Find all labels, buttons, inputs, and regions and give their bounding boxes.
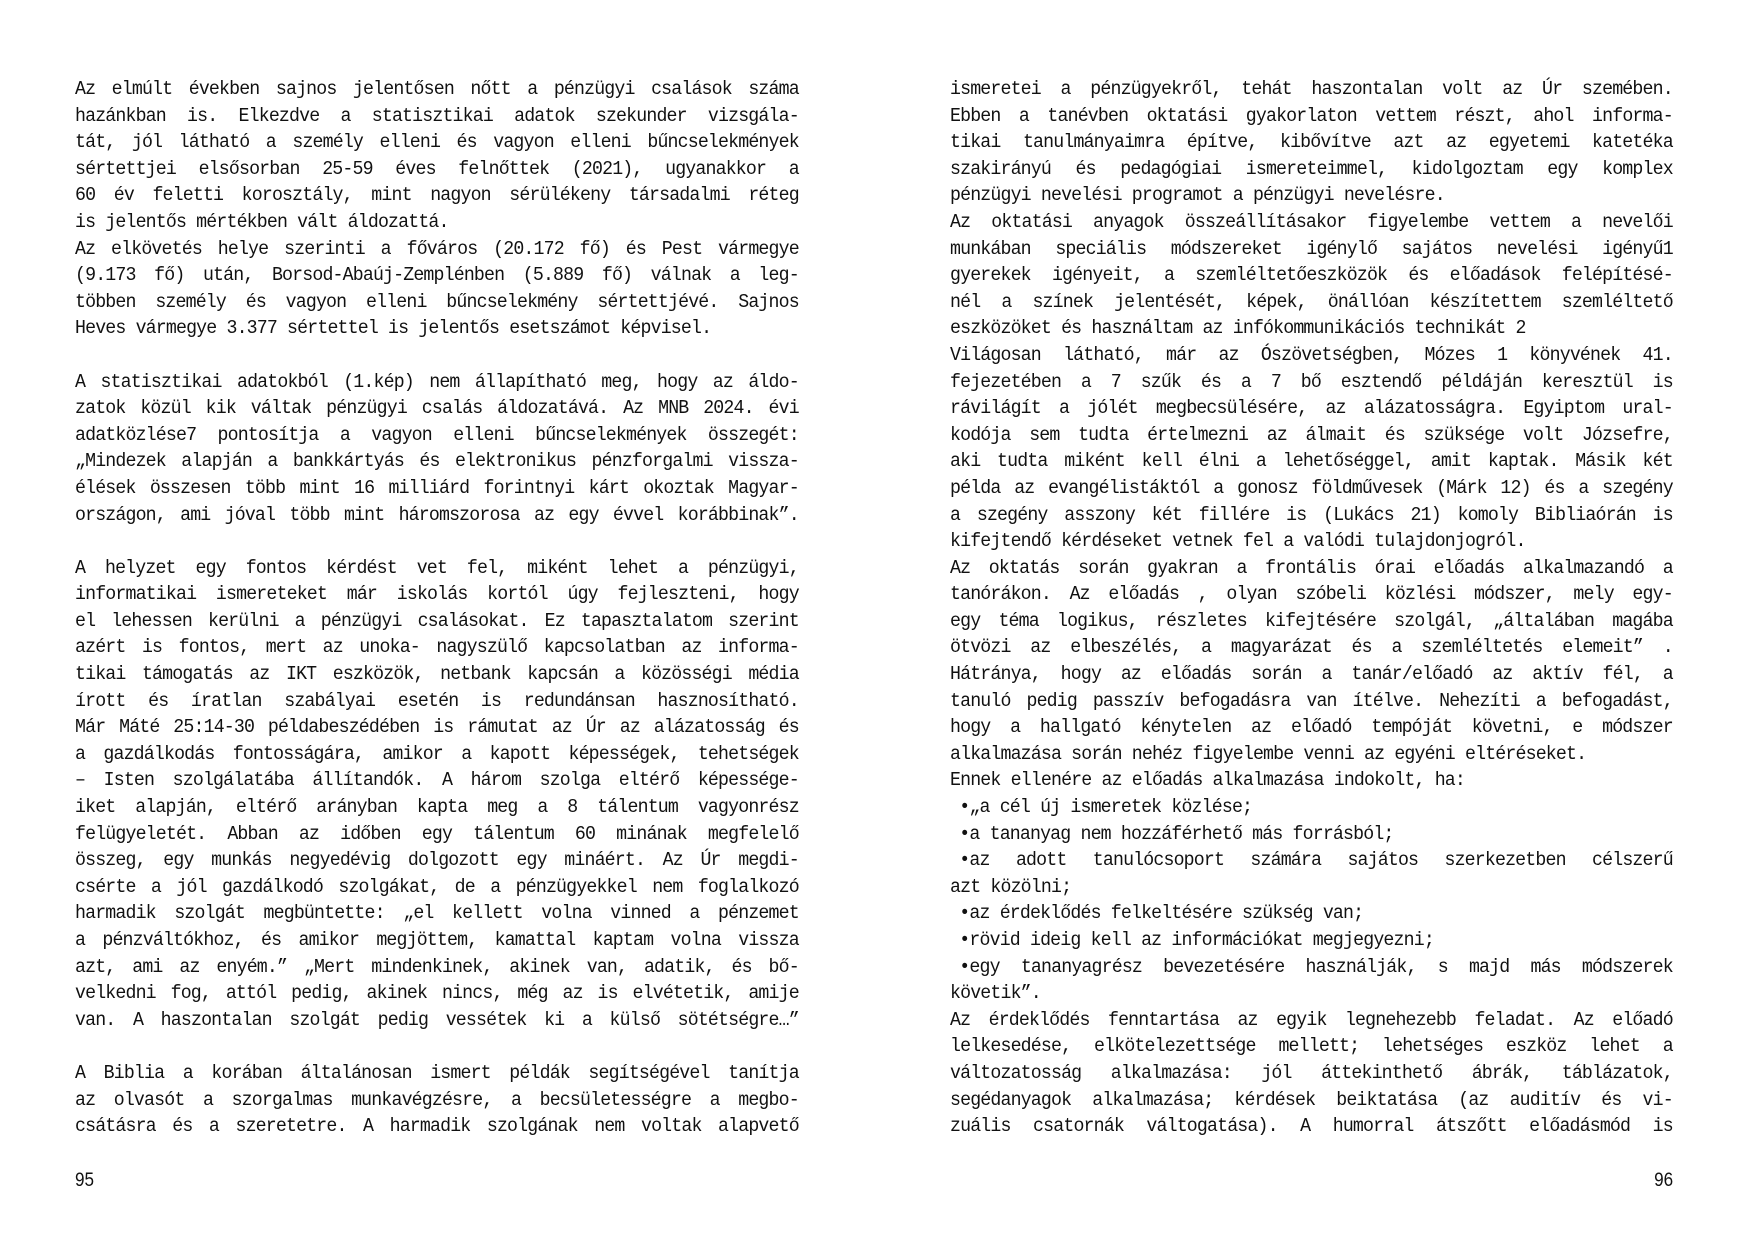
text-line: tikai támogatás az IKT eszközök, netbank kapcsán a közösségi média [75,663,799,686]
text-line: ötvözi az elbeszélés, a magyarázat és a szemléltetés elemeit” . [950,636,1673,659]
text-line: példa az evangélistáktól a gonosz földművesek (Márk 12) és a szegény [950,476,1673,499]
text-line: hogy a hallgató kénytelen az előadó tempóját követni, e módszer [950,716,1673,739]
bullet-list-item-line: •az érdeklődés felkeltésére szükség van; [959,902,1364,925]
text-line: A helyzet egy fontos kérdést vet fel, miként lehet a pénzügyi, [75,556,799,579]
text-line: tanórákon. Az előadás , olyan szóbeli közlési módszer, mely egy- [950,583,1673,606]
text-line: alkalmazása során nehéz figyelembe venni az egyéni eltéréseket. [950,742,1587,765]
text-line: zatok közül kik váltak pénzügyi csalás áldozatává. Az MNB 2024. évi [75,397,799,420]
text-line: rávilágít a jólét megbecsülésére, az alázatosságra. Egyiptom ural- [950,397,1673,420]
text-line: gyerekek igényeit, a szemléltetőeszközök és előadások felépítésé- [950,264,1673,287]
text-line: azt közölni; [950,875,1072,898]
text-line: adatközlése7 pontosítja a vagyon elleni bűncselekmények összegét: [75,423,799,446]
text-line: eszközöket és használtam az infókommunikációs technikát 2 [950,317,1526,340]
right-page-text-column [950,76,1673,1140]
text-line: munkában speciális módszereket igénylő sajátos nevelési igényű1 [950,237,1673,260]
left-page-text-column [75,76,799,1140]
text-line: azért is fontos, mert az unoka- nagyszülő kapcsolatban az informa- [75,636,799,659]
text-line: sértettjei elsősorban 25-59 éves felnőttek (2021), ugyanakkor a [75,157,799,180]
text-line: Heves vármegye 3.377 sértettel is jelentős esetszámot képvisel. [75,317,712,340]
text-line: országon, ami jóval több mint háromszorosa az egy évvel korábbinak”. [75,503,799,526]
text-line: változatosság alkalmazása: jól áttekinthető ábrák, táblázatok, [950,1061,1673,1084]
text-line: élések összesen több mint 16 milliárd forintnyi kárt okoztak Magyar- [75,476,799,499]
text-line: tanuló pedig passzív befogadásra van ítélve. Nehezíti a befogadást, [950,689,1673,712]
text-line: Az érdeklődés fenntartása az egyik legnehezebb feladat. Az előadó [950,1008,1673,1031]
text-line: Az elkövetés helye szerinti a főváros (20.172 fő) és Pest vármegye [75,237,799,260]
text-line: „Mindezek alapján a bankkártyás és elektronikus pénzforgalmi vissza- [75,450,799,473]
text-line: pénzügyi nevelési programot a pénzügyi nevelésre. [950,184,1445,207]
text-line: zuális csatornák váltogatása). A humorral átszőtt előadásmód is [950,1115,1673,1138]
text-line: írott és íratlan szabályai esetén is redundánsan hasznosítható. [75,689,799,712]
text-line: velkedni fog, attól pedig, akinek nincs, még az is elvétetik, amije [75,982,799,1005]
text-line: nél a színek jelentését, képek, önállóan készítettem szemléltető [950,290,1673,313]
text-line: A Biblia a korában általánosan ismert példák segítségével tanítja [75,1061,799,1084]
text-line: aki tudta miként kell élni a lehetőséggel, amit kaptak. Másik két [950,450,1673,473]
text-line: van. A haszontalan szolgát pedig vessétek ki a külső sötétségre…” [75,1008,799,1031]
text-line: Hátránya, hogy az előadás során a tanár/előadó az aktív fél, a [950,663,1673,686]
text-line: fejezetében a 7 szűk és a 7 bő esztendő példáján keresztül is [950,370,1673,393]
paragraph-spacer [75,1033,799,1060]
text-line: a pénzváltókhoz, és amikor megjöttem, kamattal kaptam volna vissza [75,929,799,951]
text-line: a gazdálkodás fontosságára, amikor a kapott képességek, tehetségek [75,742,799,765]
text-line: 60 év feletti korosztály, mint nagyon sérülékeny társadalmi réteg [75,184,799,207]
text-line: követik”. [950,982,1041,1005]
bullet-list-item-line: •a tananyag nem hozzáférhető más forrásból; [959,822,1394,845]
text-line: ismeretei a pénzügyekről, tehát haszontalan volt az Úr szemében. [950,78,1673,100]
text-line: iket alapján, eltérő arányban kapta meg a 8 tálentum vagyonrész [75,796,799,819]
text-line: (9.173 fő) után, Borsod-Abaúj-Zemplénben (5.889 fő) válnak a leg- [75,264,799,287]
paragraph-spacer [75,528,799,555]
text-line: Ebben a tanévben oktatási gyakorlaton vettem részt, ahol informa- [950,104,1673,127]
paragraph-spacer [75,342,799,369]
text-line: csátásra és a szeretetre. A harmadik szolgának nem voltak alapvető [75,1115,799,1138]
text-line: informatikai ismereteket már iskolás kortól úgy fejleszteni, hogy [75,583,799,606]
text-line: tát, jól látható a személy elleni és vagyon elleni bűncselekmények [75,131,799,154]
bullet-list-item-line: •egy tananyagrész bevezetésére használják, s majd más módszerek [959,955,1673,978]
text-line: A statisztikai adatokból (1.kép) nem állapítható meg, hogy az áldo- [75,370,799,393]
text-line: felügyeletét. Abban az időben egy tálentum 60 minának megfelelő [75,822,799,845]
bullet-list-item-line: •rövid ideig kell az információkat megjegyezni; [959,929,1434,951]
text-line: egy téma logikus, részletes kifejtésére szolgál, „általában magába [950,609,1673,632]
text-line: hazánkban is. Elkezdve a statisztikai adatok szekunder vizsgála- [75,104,799,127]
text-line: összeg, egy munkás negyedévig dolgozott egy mináért. Az Úr megdi- [75,849,799,872]
bullet-list-item-line: •„a cél új ismeretek közlése; [959,796,1253,819]
right-page-number: 96 [1653,1170,1673,1191]
text-line: csérte a jól gazdálkodó szolgákat, de a pénzügyekkel nem foglalkozó [75,875,799,898]
text-line: Világosan látható, már az Ószövetségben, Mózes 1 könyvének 41. [950,343,1673,366]
text-line: el lehessen kerülni a pénzügyi csalásokat. Ez tapasztalatom szerint [75,609,799,632]
text-line: kodója sem tudta értelmezni az álmait és szüksége volt Józsefre, [950,423,1673,446]
text-line: Az oktatás során gyakran a frontális órai előadás alkalmazandó a [950,556,1673,579]
text-line: az olvasót a szorgalmas munkavégzésre, a becsületességre a megbo- [75,1088,799,1111]
text-line: kifejtendő kérdéseket vetnek fel a valódi tulajdonjogról. [950,530,1526,553]
text-line: lelkesedése, elkötelezettsége mellett; lehetséges eszköz lehet a [950,1035,1673,1058]
text-line: Az oktatási anyagok összeállításakor figyelembe vettem a nevelői [950,210,1673,233]
text-line: tikai tanulmányaimra építve, kibővítve azt az egyetemi katetéka [950,131,1673,154]
text-line: Már Máté 25:14-30 példabeszédében is rámutat az Úr az alázatosság és [75,716,799,739]
text-line: segédanyagok alkalmazása; kérdések beiktatása (az auditív és vi- [950,1088,1673,1111]
left-page [0,0,874,1241]
text-line: Ennek ellenére az előadás alkalmazása indokolt, ha: [950,769,1466,792]
text-line: is jelentős mértékben vált áldozattá. [75,210,449,233]
left-page-number: 95 [75,1170,95,1191]
text-line: harmadik szolgát megbüntette: „el kellett volna vinned a pénzemet [75,902,799,925]
text-line: szakirányú és pedagógiai ismereteimmel, kidolgoztam egy komplex [950,157,1673,180]
text-line: a szegény asszony két fillére is (Lukács 21) komoly Bibliaórán is [950,503,1673,526]
bullet-list-item-line: •az adott tanulócsoport számára sajátos szerkezetben célszerű [959,849,1673,872]
text-line: többen személy és vagyon elleni bűncselekmény sértettjévé. Sajnos [75,290,799,313]
text-line: Az elmúlt években sajnos jelentősen nőtt a pénzügyi csalások száma [75,78,799,100]
text-line: – Isten szolgálatába állítandók. A három szolga eltérő képessége- [75,769,799,792]
right-page [875,0,1749,1241]
text-line: azt, ami az enyém.” „Mert mindenkinek, akinek van, adatik, és bő- [75,955,799,978]
